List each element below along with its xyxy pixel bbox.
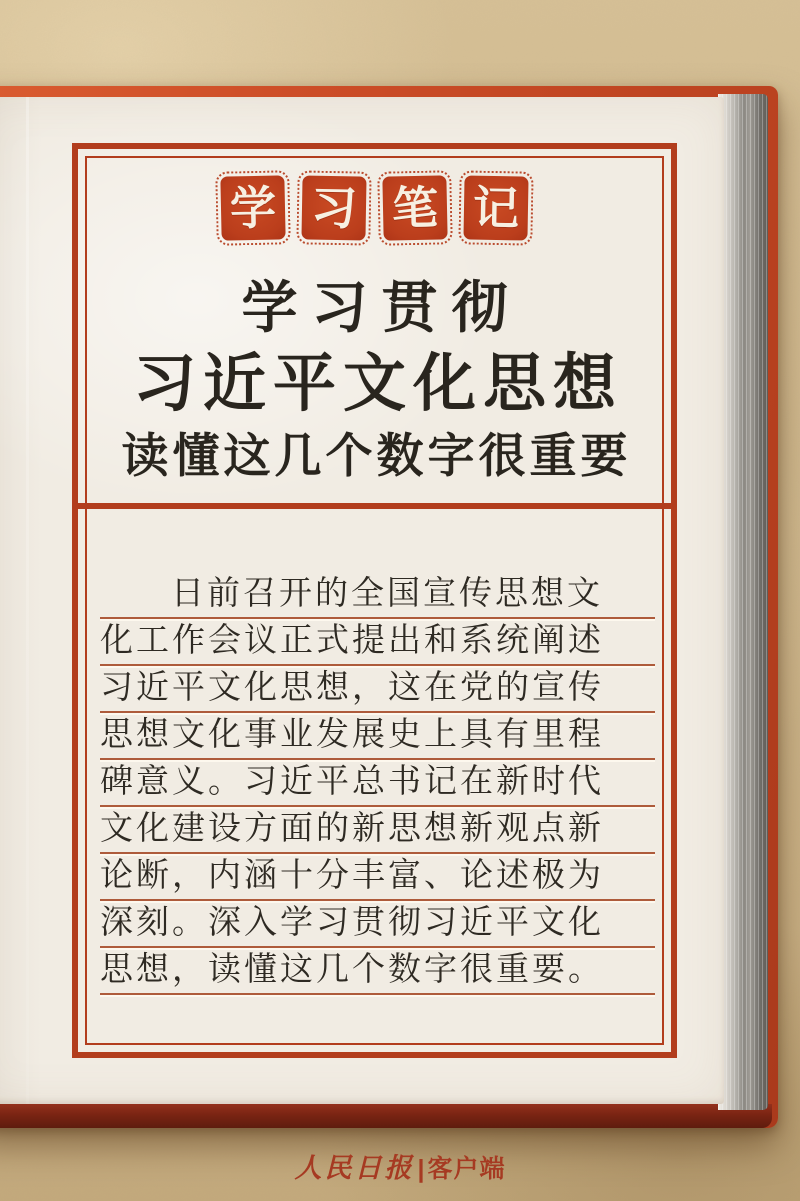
page-stack-edge [718, 94, 768, 1110]
seal-stamp [463, 175, 528, 240]
body-line: 深刻。深入学习贯彻习近平文化 [100, 901, 655, 948]
body-line: 化工作会议正式提出和系统阐述 [100, 619, 655, 666]
body-line: 思想，读懂这几个数字很重要。 [100, 948, 655, 995]
seal-char: 学 [229, 180, 277, 236]
seal-char: 笔 [391, 180, 439, 236]
section-divider-line [78, 503, 671, 509]
seal-char: 习 [310, 180, 358, 236]
body-line: 日前召开的全国宣传思想文 [100, 572, 655, 619]
seal-stamp [382, 175, 447, 240]
body-paragraph [100, 572, 655, 995]
headline [78, 273, 671, 491]
body-line: 论断，内涵十分丰富、论述极为 [100, 854, 655, 901]
body-line: 习近平文化思想，这在党的宣传 [100, 666, 655, 713]
body-line: 文化建设方面的新思想新观点新 [100, 807, 655, 854]
seal-char: 记 [472, 180, 520, 236]
logo-separator-bar: | [417, 1155, 425, 1183]
peoples-daily-masthead-logo: 人民日报 [294, 1153, 415, 1184]
headline-line-3: 读懂这几个数字很重要 [121, 429, 632, 484]
red-border-frame [72, 143, 677, 1058]
seal-stamp [301, 175, 366, 240]
headline-line-1: 学习贯彻 [241, 275, 522, 341]
seal-stamp [220, 175, 285, 240]
body-line: 碑意义。习近平总书记在新时代 [100, 760, 655, 807]
study-notes-stamp-row [78, 176, 671, 240]
headline-line-2: 习近平文化思想 [133, 346, 623, 420]
body-line: 思想文化事业发展史上具有里程 [100, 713, 655, 760]
publisher-logo [0, 1146, 800, 1185]
client-app-label: 客户端 [427, 1155, 506, 1183]
